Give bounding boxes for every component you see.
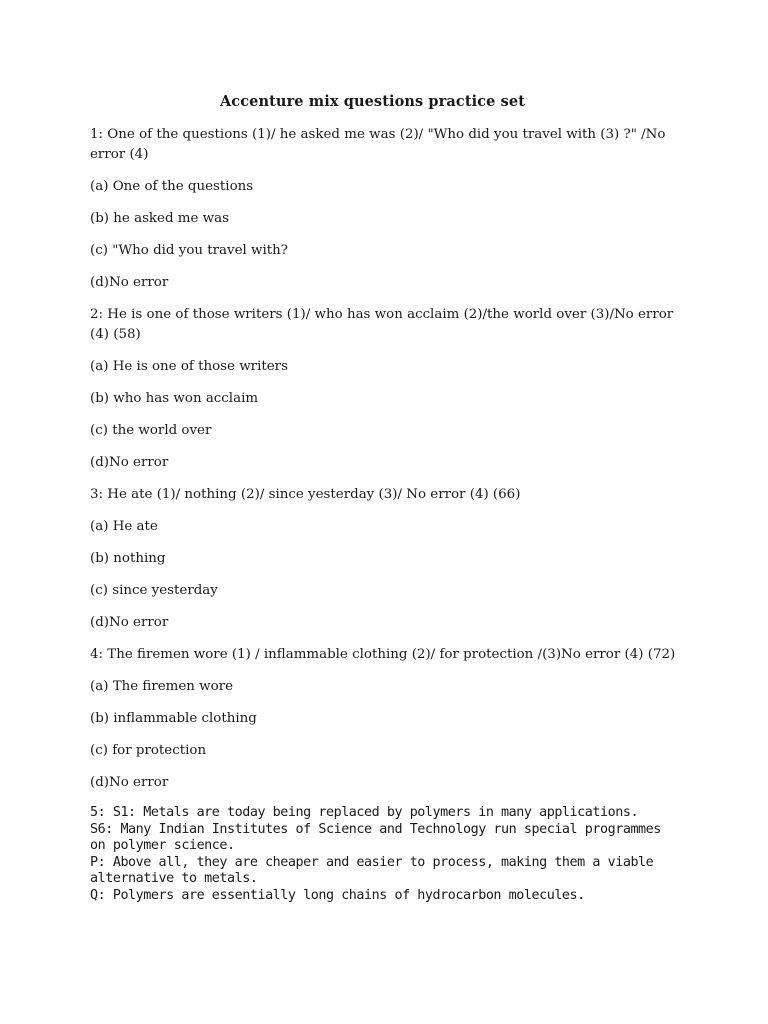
question-text: 1: One of the questions (1)/ he asked me was (2)/ "Who did you travel with (3) ?" /No error (4) bbox=[90, 127, 666, 162]
option-d: (d)No error bbox=[90, 775, 169, 790]
option-c: (c) the world over bbox=[90, 423, 212, 438]
option-b: (b) inflammable clothing bbox=[90, 711, 257, 726]
option-d: (d)No error bbox=[90, 455, 169, 470]
option-b: (b) he asked me was bbox=[90, 211, 229, 226]
sentence-q: Q: Polymers are essentially long chains of hydrocarbon molecules. bbox=[90, 887, 585, 903]
option-b: (b) who has won acclaim bbox=[90, 391, 259, 406]
option-d: (d)No error bbox=[90, 615, 169, 630]
question-block-1 bbox=[90, 125, 680, 293]
sentence-p: P: Above all, they are cheaper and easier to process, making them a viable alternative to metals. bbox=[90, 854, 654, 887]
option-c: (c) for protection bbox=[90, 743, 207, 758]
document-title: Accenture mix questions practice set bbox=[219, 93, 526, 110]
question-block-4 bbox=[90, 645, 680, 793]
option-a: (a) He is one of those writers bbox=[90, 359, 288, 374]
option-a: (a) One of the questions bbox=[90, 179, 254, 194]
sentence-s6: S6: Many Indian Institutes of Science and Technology run special programmes on polymer science. bbox=[90, 821, 661, 854]
sentence-s1: 5: S1: Metals are today being replaced by polymers in many applications. bbox=[90, 805, 639, 820]
question-block-2 bbox=[90, 305, 680, 473]
question-text: 4: The firemen wore (1) / inflammable clothing (2)/ for protection /(3)No error (4) (72) bbox=[90, 647, 676, 662]
option-c: (c) since yesterday bbox=[90, 583, 218, 598]
option-d: (d)No error bbox=[90, 275, 169, 290]
question-text: 2: He is one of those writers (1)/ who has won acclaim (2)/the world over (3)/No error (4) (58) bbox=[90, 307, 674, 342]
option-a: (a) The firemen wore bbox=[90, 679, 234, 694]
option-b: (b) nothing bbox=[90, 551, 166, 566]
option-c: (c) "Who did you travel with? bbox=[90, 243, 288, 258]
option-a: (a) He ate bbox=[90, 519, 158, 534]
question-block-3 bbox=[90, 485, 680, 633]
question-text: 3: He ate (1)/ nothing (2)/ since yesterday (3)/ No error (4) (66) bbox=[90, 487, 521, 502]
question-block-5 bbox=[90, 805, 680, 905]
document-body bbox=[90, 125, 680, 905]
